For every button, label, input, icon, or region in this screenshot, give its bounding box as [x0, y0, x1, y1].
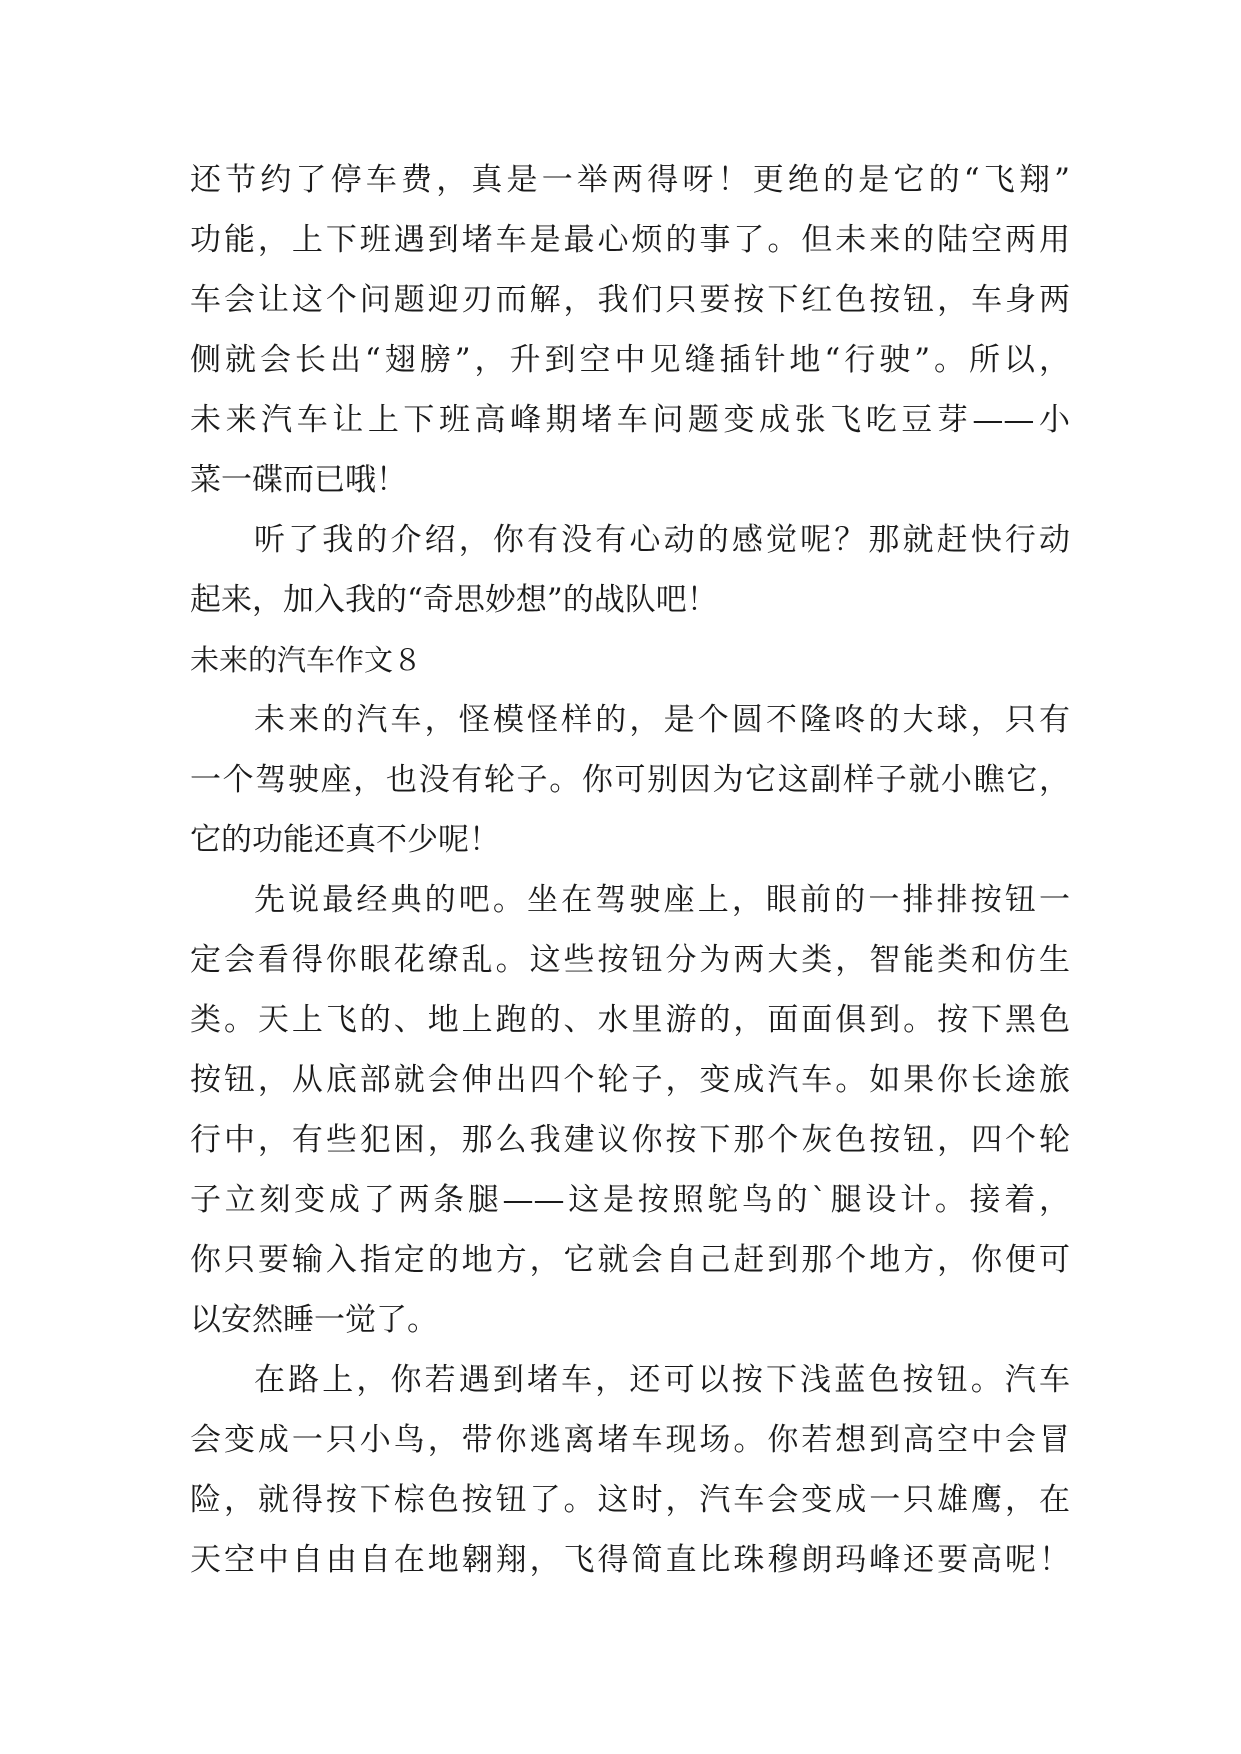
text-line: 一个驾驶座，也没有轮子。你可别因为它这副样子就小瞧它， [190, 762, 1070, 798]
text-line: 险，就得按下棕色按钮了。这时，汽车会变成一只雄鹰，在 [190, 1482, 1070, 1518]
text-line: 听了我的介绍，你有没有心动的感觉呢？那就赶快行动 [254, 522, 1070, 558]
text-line: 功能，上下班遇到堵车是最心烦的事了。但未来的陆空两用 [190, 222, 1070, 258]
text-line: 子立刻变成了两条腿——这是按照鸵鸟的`腿设计。接着， [190, 1182, 1070, 1218]
text-line: 还节约了停车费，真是一举两得呀！更绝的是它的“飞翔” [190, 162, 1070, 198]
text-line: 定会看得你眼花缭乱。这些按钮分为两大类，智能类和仿生 [190, 942, 1070, 978]
paragraph [190, 150, 1070, 510]
text-line: 未来汽车让上下班高峰期堵车问题变成张飞吃豆芽——小 [190, 402, 1070, 438]
paragraph [190, 1350, 1070, 1590]
text-line: 菜一碟而已哦！ [190, 462, 407, 498]
paragraph [190, 510, 1070, 630]
document-body [190, 150, 1070, 1590]
text-line: 会变成一只小鸟，带你逃离堵车现场。你若想到高空中会冒 [190, 1422, 1070, 1458]
text-line: 按钮，从底部就会伸出四个轮子，变成汽车。如果你长途旅 [190, 1062, 1070, 1098]
text-line: 天空中自由自在地翱翔，飞得简直比珠穆朗玛峰还要高呢！ [190, 1542, 1070, 1578]
text-line: 在路上，你若遇到堵车，还可以按下浅蓝色按钮。汽车 [254, 1362, 1070, 1398]
paragraph [190, 870, 1070, 1350]
section-heading [190, 630, 1070, 690]
text-line: 你只要输入指定的地方，它就会自己赶到那个地方，你便可 [190, 1242, 1070, 1278]
text-line: 以安然睡一觉了。 [190, 1302, 438, 1338]
text-line: 行中，有些犯困，那么我建议你按下那个灰色按钮，四个轮 [190, 1122, 1070, 1158]
text-line: 类。天上飞的、地上跑的、水里游的，面面俱到。按下黑色 [190, 1002, 1070, 1038]
text-line: 未来的汽车，怪模怪样的，是个圆不隆咚的大球，只有 [254, 702, 1070, 738]
text-line: 车会让这个问题迎刃而解，我们只要按下红色按钮，车身两 [190, 282, 1070, 318]
paragraph [190, 690, 1070, 870]
text-line: 它的功能还真不少呢！ [190, 822, 500, 858]
text-line: 侧就会长出“翅膀”，升到空中见缝插针地“行驶”。所以， [190, 342, 1070, 378]
text-line: 起来，加入我的“奇思妙想”的战队吧！ [190, 582, 718, 618]
heading-text: 未来的汽车作文８ [190, 643, 423, 677]
text-line: 先说最经典的吧。坐在驾驶座上，眼前的一排排按钮一 [254, 882, 1070, 918]
